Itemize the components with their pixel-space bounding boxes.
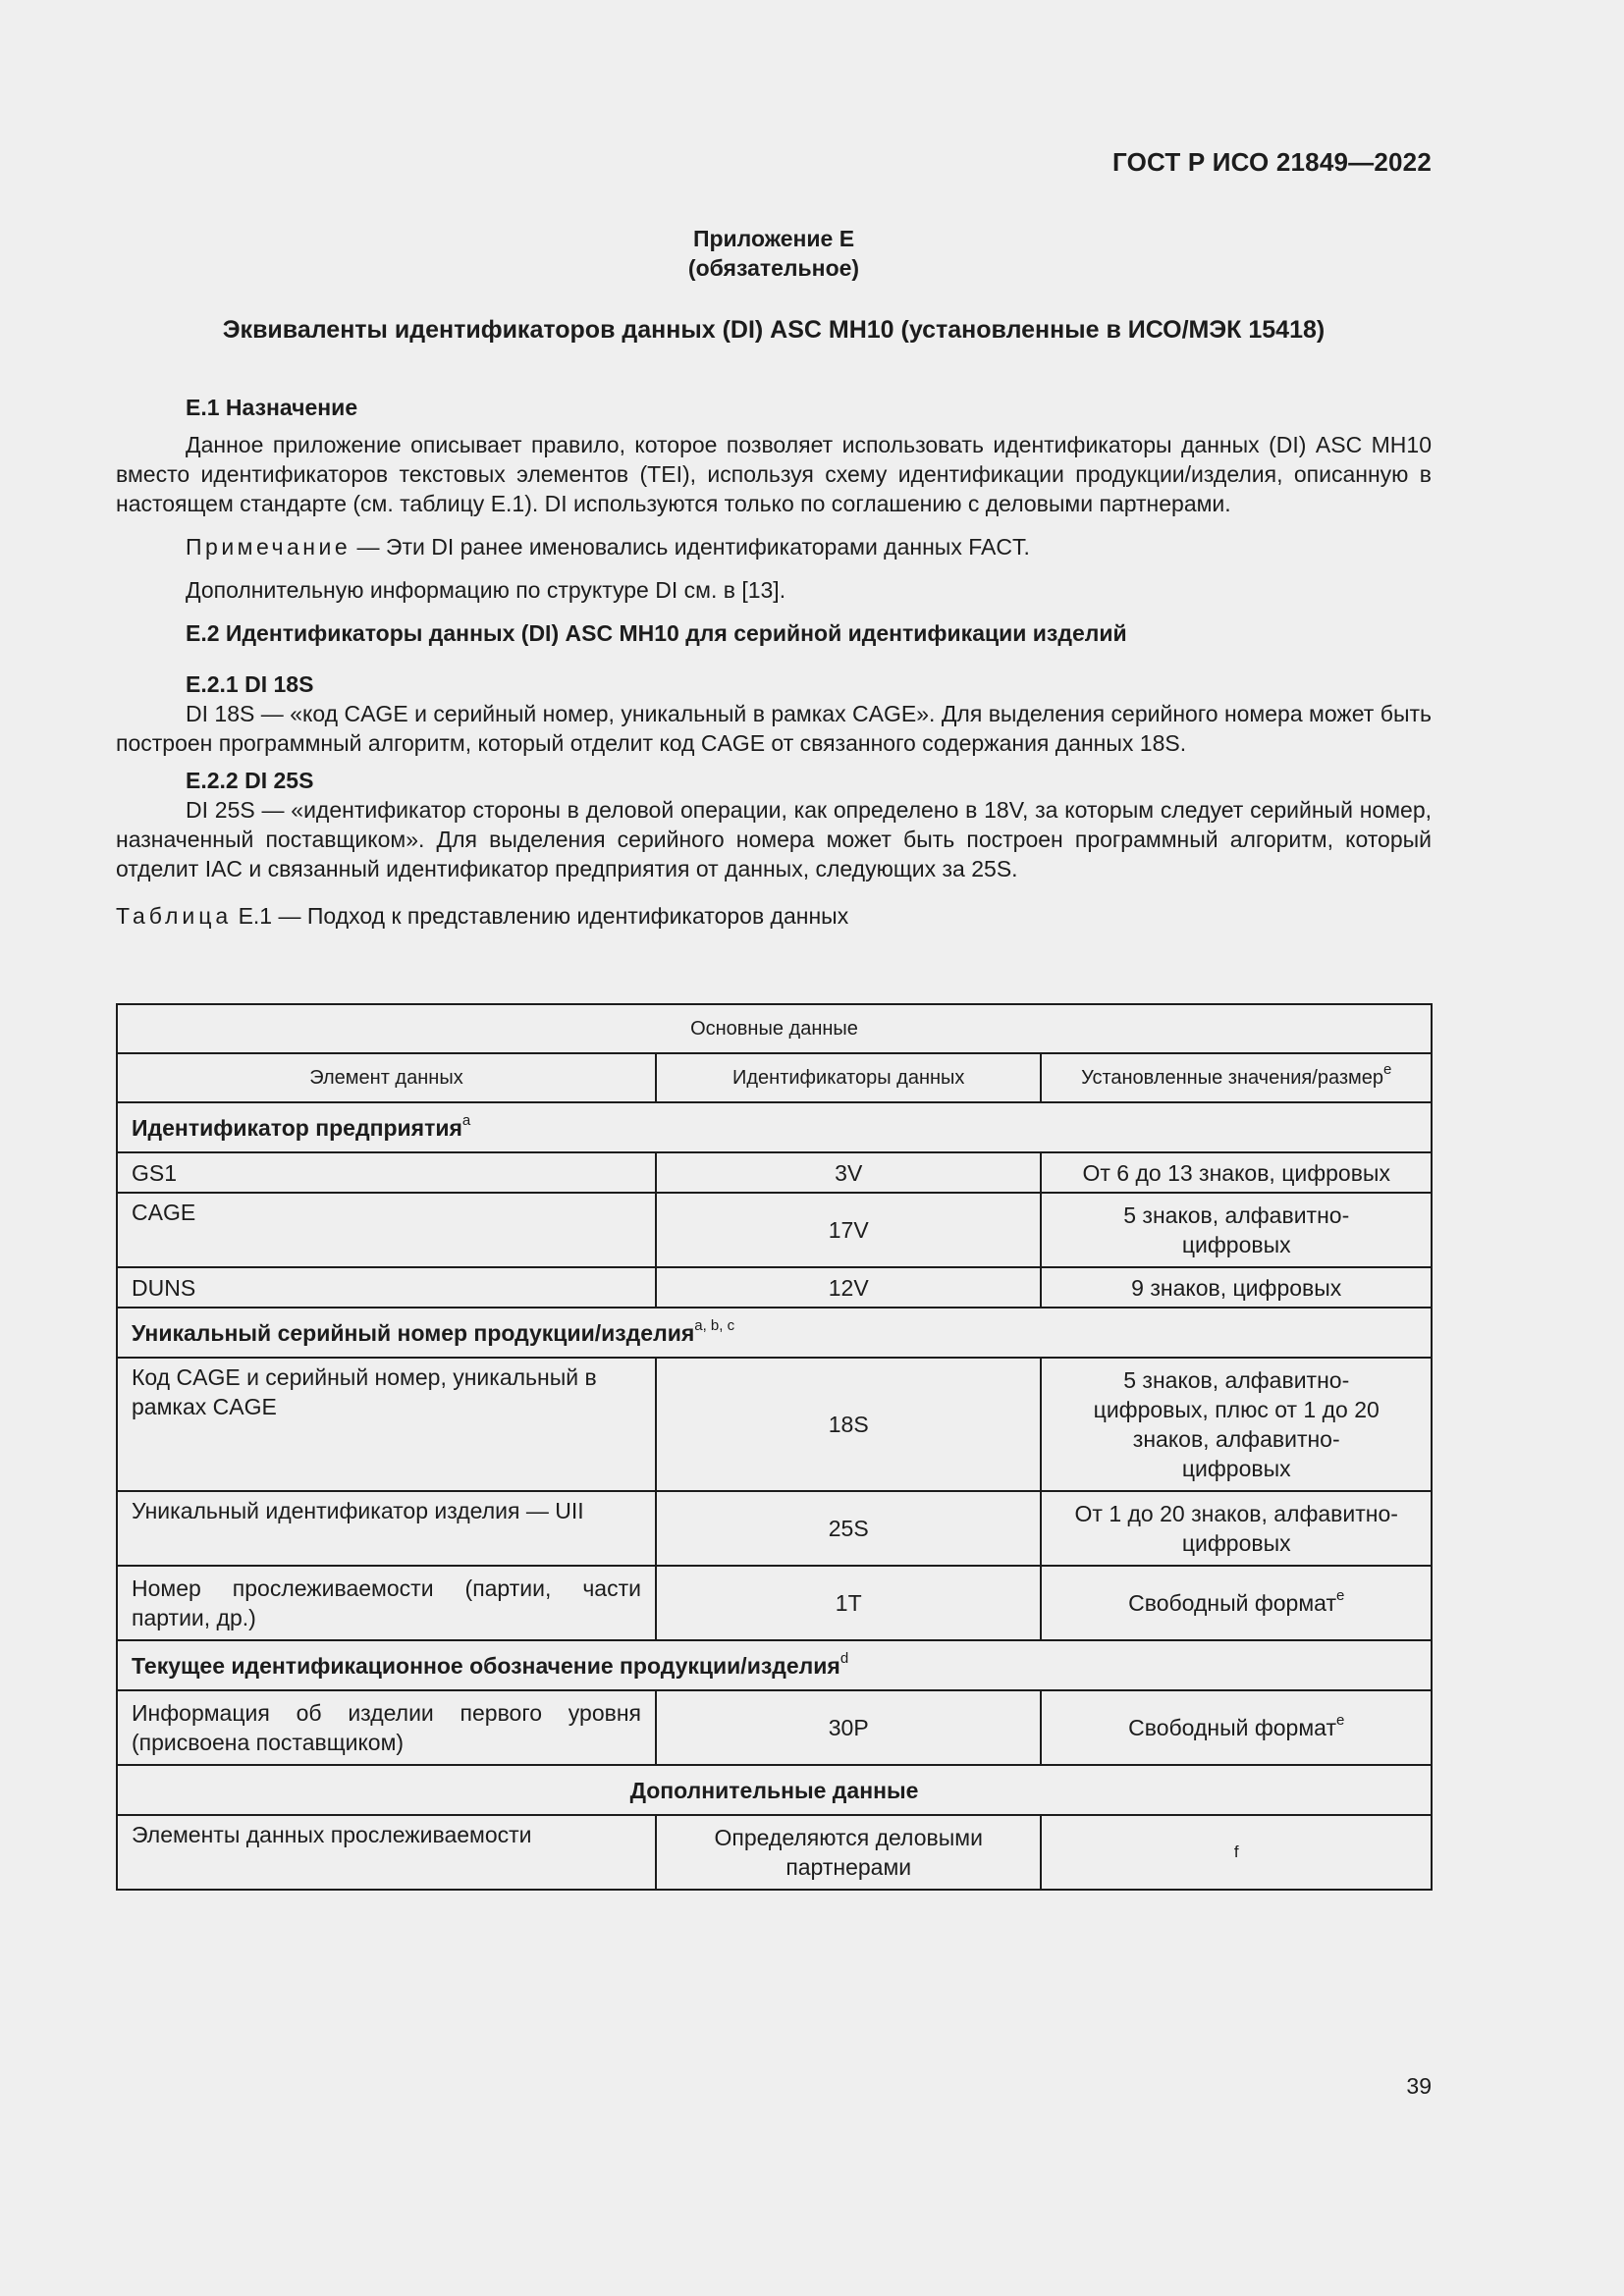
- section-e2-heading: Е.2 Идентификаторы данных (DI) ASC MH10 для серийной идентификации изделий: [186, 620, 1127, 646]
- element-cell: CAGE: [117, 1193, 656, 1267]
- di-cell: 25S: [656, 1491, 1041, 1566]
- section-e22-text: DI 25S — «идентификатор стороны в деловой операции, как определено в 18V, за которым следует серийный номер, назначенный поставщиком». Для выделения серийного номера может быть построен программный алгоритм, который отделит IAC и связанный идентификатор предприятия от данных, следующих за 25S.: [116, 797, 1432, 881]
- additional-data-header-row: [117, 1765, 1432, 1815]
- section-e21-text: DI 18S — «код CAGE и серийный номер, уникальный в рамках CAGE». Для выделения серийного номера может быть построен программный алгоритм, который отделит код CAGE от связанного содержания данных 18S.: [116, 701, 1432, 756]
- table-caption-label: Таблица: [116, 903, 233, 929]
- di-cell: 3V: [656, 1152, 1041, 1193]
- document-body: [116, 393, 1432, 931]
- col-header-value: Установленные значения/размер$^e$: [1041, 1053, 1432, 1102]
- table-row: [117, 1690, 1432, 1765]
- element-cell: Код CAGE и серийный номер, уникальный в рамках CAGE: [117, 1358, 656, 1491]
- additional-data-header: Дополнительные данные: [117, 1765, 1432, 1815]
- value-cell: Свободный формат$^e$: [1041, 1690, 1432, 1765]
- value-cell: 9 знаков, цифровых: [1041, 1267, 1432, 1308]
- table-main-header-row: [117, 1004, 1432, 1053]
- element-cell: GS1: [117, 1152, 656, 1193]
- section-e1-heading: Е.1 Назначение: [186, 395, 358, 420]
- annex-label: Приложение Е: [692, 226, 855, 251]
- standard-header: ГОСТ Р ИСО 21849—2022: [1111, 147, 1432, 177]
- value-cell: От 6 до 13 знаков, цифровых: [1041, 1152, 1432, 1193]
- value-cell: От 1 до 20 знаков, алфавитно-цифровых: [1041, 1491, 1432, 1566]
- table-row: [117, 1152, 1432, 1193]
- table-row: [117, 1193, 1432, 1267]
- di-cell: 30P: [656, 1690, 1041, 1765]
- table-column-header-row: [117, 1053, 1432, 1102]
- table-row: [117, 1491, 1432, 1566]
- group-label: Уникальный серийный номер продукции/изделия: [132, 1319, 695, 1346]
- table-row: [117, 1566, 1432, 1640]
- section-e1-text: Данное приложение описывает правило, которое позволяет использовать идентификаторы данных (DI) ASC MH10 вместо идентификаторов текстовых элементов (TEI), используя схему идентификации продукции/изделия, описанную в настоящем стандарте (см. таблицу Е.1). DI используются только по соглашению с деловыми партнерами.: [116, 432, 1432, 516]
- element-cell: Уникальный идентификатор изделия — UII: [117, 1491, 656, 1566]
- element-cell: Элементы данных прослеживаемости: [117, 1815, 656, 1890]
- di-cell: 17V: [656, 1193, 1041, 1267]
- note-text: — Эти DI ранее именовались идентификаторами данных FACT.: [351, 534, 1030, 560]
- note: [116, 532, 1432, 561]
- value-cell: 5 знаков, алфавитно-цифровых, плюс от 1 до 20 знаков, алфавитно-цифровых: [1041, 1358, 1432, 1491]
- note-label: Примечание: [186, 534, 352, 560]
- table-row: [117, 1358, 1432, 1491]
- table-row: [117, 1267, 1432, 1308]
- table-caption-text: Е.1 — Подход к представлению идентификаторов данных: [232, 903, 849, 929]
- table-caption: [116, 901, 1432, 931]
- annex-status: (обязательное): [687, 255, 860, 281]
- di-cell: 18S: [656, 1358, 1041, 1491]
- group-row-enterprise: Идентификатор предприятия$^a$: [117, 1102, 1432, 1152]
- col-header-element: Элемент данных: [117, 1053, 656, 1102]
- annex-label-block: [116, 224, 1432, 283]
- di-cell: 1T: [656, 1566, 1041, 1640]
- group-label: Текущее идентификационное обозначение продукции/изделия: [132, 1652, 840, 1679]
- element-cell: Информация об изделии первого уровня (присвоена поставщиком): [117, 1690, 656, 1765]
- element-cell: Номер прослеживаемости (партии, части партии, др.): [117, 1566, 656, 1640]
- page-number: 39: [1406, 2073, 1432, 2099]
- element-cell: DUNS: [117, 1267, 656, 1308]
- group-label: Идентификатор предприятия: [132, 1114, 462, 1141]
- group-row-designation: Текущее идентификационное обозначение продукции/изделия$^d$: [117, 1640, 1432, 1690]
- di-cell: Определяются деловыми партнерами: [656, 1815, 1041, 1890]
- annex-title: Эквиваленты идентификаторов данных (DI) ASC MH10 (установленные в ИСО/МЭК 15418): [222, 316, 1326, 344]
- value-cell: 5 знаков, алфавитно-цифровых: [1041, 1193, 1432, 1267]
- main-header-cell: Основные данные: [117, 1004, 1432, 1053]
- di-cell: 12V: [656, 1267, 1041, 1308]
- group-row-serial: Уникальный серийный номер продукции/изделия$^{a, b, c}$: [117, 1308, 1432, 1358]
- data-identifiers-table: [116, 1003, 1433, 1891]
- value-cell: Свободный формат$^e$: [1041, 1566, 1432, 1640]
- value-cell: f: [1041, 1815, 1432, 1890]
- col-header-di: Идентификаторы данных: [656, 1053, 1041, 1102]
- table-row: [117, 1815, 1432, 1890]
- section-e22-heading: Е.2.2 DI 25S: [186, 768, 314, 793]
- extra-info: Дополнительную информацию по структуре DI см. в [13].: [186, 577, 786, 603]
- section-e21-heading: Е.2.1 DI 18S: [186, 671, 314, 697]
